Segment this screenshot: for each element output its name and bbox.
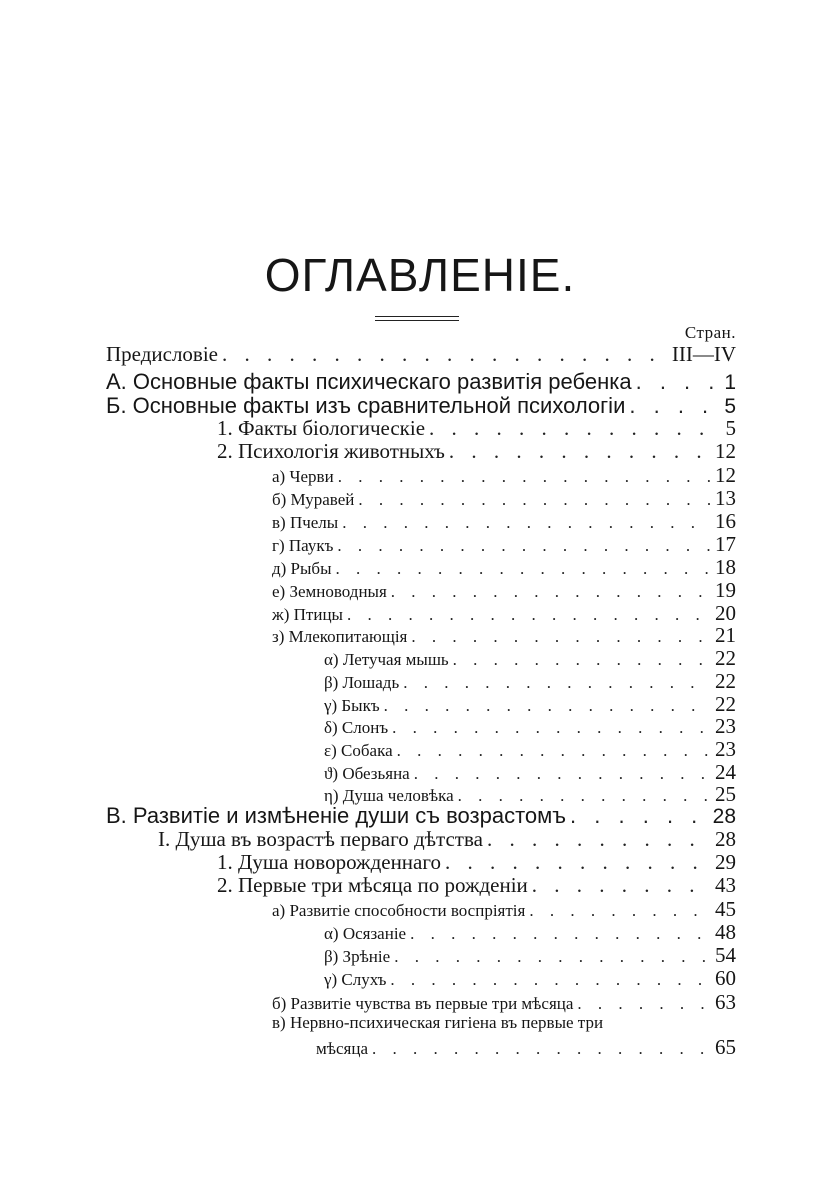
toc-entry-touch[interactable] [324, 920, 736, 945]
toc-entry-title: γ) Быкъ [324, 696, 380, 715]
toc-entry-page: 19 [715, 578, 736, 602]
toc-entry-title: г) Паукъ [272, 536, 334, 555]
leader-dots [338, 467, 711, 487]
toc-entry-section-a[interactable] [106, 369, 736, 395]
toc-entry-hygiene-title[interactable]: в) Нервно-психическая гигіена въ первые три [272, 1013, 604, 1032]
toc-entry-title: β) Лошадь [324, 673, 400, 692]
toc-entry-title: е) Земноводныя [272, 582, 387, 601]
toc-entry-mammals[interactable] [272, 623, 736, 648]
toc-entry-bat[interactable] [324, 646, 736, 671]
toc-entry-perception[interactable] [272, 897, 736, 922]
toc-entry-title: I. Душа въ возрастѣ перваго дѣтства [158, 827, 483, 851]
toc-entry-section-v[interactable] [106, 803, 736, 829]
toc-entry-ant[interactable] [272, 486, 736, 511]
leader-dots [392, 718, 711, 738]
toc-entry-page: 18 [715, 555, 736, 579]
leader-dots [577, 994, 711, 1014]
toc-entry-page: 60 [715, 966, 736, 990]
toc-entry-horse[interactable] [324, 669, 736, 694]
leader-dots [411, 627, 711, 647]
leader-dots [358, 490, 711, 510]
toc-entry-page: 22 [715, 669, 736, 693]
toc-entry-title: А. Основные факты психическаго развитія ребенка [106, 369, 632, 394]
toc-entry-title: β) Зрѣніе [324, 947, 391, 966]
toc-entry-page: 13 [715, 486, 736, 510]
toc-entry-hearing[interactable] [324, 966, 736, 991]
toc-entry-page: 23 [715, 737, 736, 761]
leader-dots [397, 741, 711, 761]
toc-entry-page: III—IV [671, 342, 736, 366]
toc-entry-page: 63 [715, 990, 736, 1014]
leader-dots [529, 901, 711, 921]
leader-dots [384, 696, 711, 716]
leader-dots [372, 1039, 711, 1059]
leader-dots [391, 582, 711, 602]
toc-entry-early-childhood[interactable] [158, 827, 736, 852]
toc-entry-page: 29 [715, 850, 736, 874]
toc-entry-title: ж) Птицы [272, 605, 343, 624]
page-title: ОГЛАВЛЕНІЕ. [264, 249, 576, 301]
leader-dots [337, 536, 711, 556]
toc-entry-dog[interactable] [324, 737, 736, 762]
toc-entry-page: 16 [715, 509, 736, 533]
toc-entry-page: 24 [715, 760, 736, 784]
toc-entry-title: д) Рыбы [272, 559, 332, 578]
toc-entry-page: 23 [715, 714, 736, 738]
leader-dots [449, 439, 711, 464]
toc-entry-vision[interactable] [324, 943, 736, 968]
toc-entry-biological-facts[interactable] [217, 416, 736, 441]
toc-entry-title: η) Душа человѣка [324, 786, 454, 805]
toc-entry-title: ε) Собака [324, 741, 393, 760]
toc-entry-title: б) Муравей [272, 490, 355, 509]
leader-dots [570, 803, 709, 829]
toc-entry-spider[interactable] [272, 532, 736, 557]
leader-dots [453, 650, 711, 670]
toc-entry-page: 48 [715, 920, 736, 944]
leader-dots [390, 970, 711, 990]
toc-entry-title: В. Развитіе и измѣненіе души съ возрастомъ [106, 803, 567, 828]
toc-entry-title: 2. Психологія животныхъ [217, 439, 445, 463]
leader-dots [414, 764, 711, 784]
toc-entry-page: 12 [715, 463, 736, 487]
toc-entry-title: Б. Основные факты изъ сравнительной психологіи [106, 393, 626, 418]
leader-dots [347, 605, 711, 625]
page-column-label: Стран. [684, 323, 736, 342]
toc-entry-feeling[interactable] [272, 990, 736, 1015]
toc-entry-page: 5 [725, 416, 736, 440]
toc-entry-elephant[interactable] [324, 714, 736, 739]
leader-dots [342, 513, 711, 533]
toc-entry-page: 17 [715, 532, 736, 556]
toc-entry-animal-psychology[interactable] [217, 439, 736, 464]
toc-entry-worms[interactable] [272, 463, 736, 488]
toc-entry-bees[interactable] [272, 509, 736, 534]
toc-entry-title: а) Черви [272, 467, 334, 486]
leader-dots [429, 416, 721, 441]
toc-entry-page: 5 [724, 395, 736, 418]
leader-dots [487, 827, 711, 852]
toc-entry-title: з) Млекопитающія [272, 627, 408, 646]
toc-entry-fish[interactable] [272, 555, 736, 580]
toc-entry-hygiene[interactable] [316, 1035, 736, 1060]
toc-entry-page: 25 [715, 782, 736, 806]
toc-entry-title: а) Развитіе способности воспріятія [272, 901, 526, 920]
toc-entry-title: б) Развитіе чувства въ первые три мѣсяца [272, 994, 574, 1013]
leader-dots [445, 850, 711, 875]
toc-entry-title-continuation: мѣсяца [316, 1039, 368, 1058]
leader-dots [394, 947, 711, 967]
toc-entry-page: 21 [715, 623, 736, 647]
toc-entry-page: 28 [715, 827, 736, 851]
toc-entry-first-three-months[interactable] [217, 873, 736, 898]
toc-entry-title: Предисловіе [106, 342, 219, 366]
toc-entry-title: 2. Первые три мѣсяца по рожденіи [217, 873, 528, 897]
toc-entry-title: γ) Слухъ [324, 970, 387, 989]
toc-entry-newborn[interactable] [217, 850, 736, 875]
toc-entry-page: 12 [715, 439, 736, 463]
toc-entry-page: 54 [715, 943, 736, 967]
leader-dots [636, 369, 721, 395]
toc-entry-title: 1. Факты біологическіе [217, 416, 426, 440]
toc-entry-title: α) Летучая мышь [324, 650, 449, 669]
toc-entry-page: 22 [715, 646, 736, 670]
toc-entry-page: 43 [715, 873, 736, 897]
toc-entry-title: в) Пчелы [272, 513, 339, 532]
toc-entry-title: α) Осязаніе [324, 924, 407, 943]
toc-entry-page: 65 [715, 1035, 736, 1059]
toc-entry-preface[interactable] [106, 342, 736, 367]
toc-entry-amphibians[interactable] [272, 578, 736, 603]
leader-dots [410, 924, 711, 944]
leader-dots [336, 559, 711, 579]
leader-dots [532, 873, 711, 898]
toc-entry-page: 1 [724, 371, 736, 394]
toc-entry-title: ϑ) Обезьяна [324, 764, 410, 783]
toc-entry-page: 20 [715, 601, 736, 625]
toc-entry-page: 45 [715, 897, 736, 921]
leader-dots [403, 673, 711, 693]
toc-entry-page: 22 [715, 692, 736, 716]
toc-entry-page: 28 [712, 805, 736, 828]
toc-entry-title: δ) Слонъ [324, 718, 389, 737]
toc-entry-title: 1. Душа новорожденнаго [217, 850, 441, 874]
leader-dots [222, 342, 668, 367]
